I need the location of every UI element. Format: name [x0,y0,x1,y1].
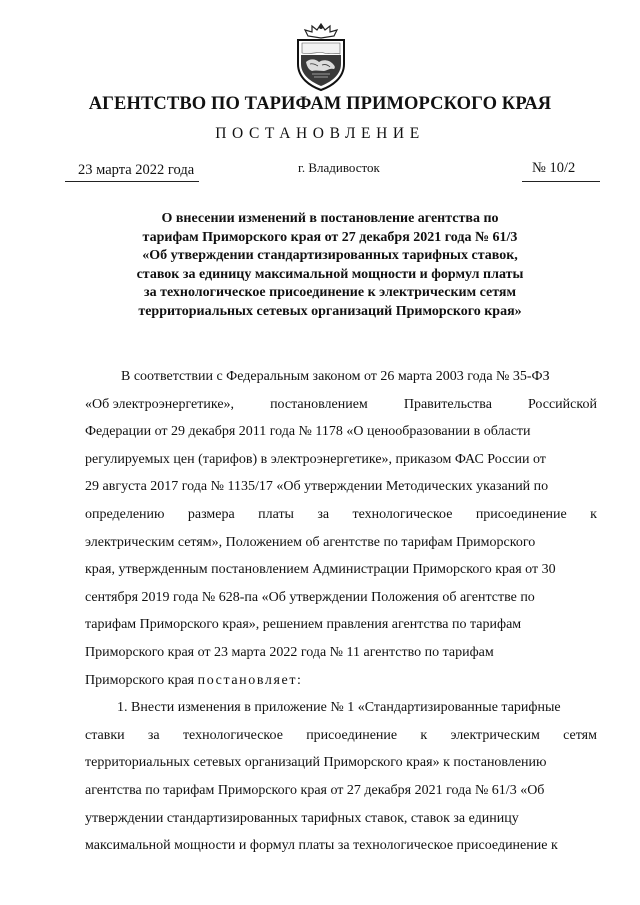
body-line: сентября 2019 года № 628-па «Об утверждении Положения об агентстве по [85,589,535,605]
body-line: регулируемых цен (тарифов) в электроэнергетике», приказом ФАС России от [85,451,546,467]
title-line: О внесении изменений в постановление агентства по [161,211,499,226]
body-line: тарифам Приморского края», решением правления агентства по тарифам [85,617,522,633]
body-line: определению размера платы за технологическое присоединение к [85,506,597,522]
document-body [85,363,597,860]
body-line: максимальной мощности и формул платы за технологическое присоединение к [85,838,558,854]
body-line: 29 августа 2017 года № 1135/17 «Об утверждении Методических указаний по [85,479,549,495]
title-line: тарифам Приморского края от 27 декабря 2021 года № 61/3 [142,229,518,245]
body-line: «Об электроэнергетике», постановлением Правительства Российской [85,396,597,412]
body-line: В соответствии с Федеральным законом от 26 марта 2003 года № 35-ФЗ [121,369,550,384]
title-line: «Об утверждении стандартизированных тарифных ставок, [142,248,518,264]
date-underline [65,181,199,182]
body-line: Приморского края постановляет: [85,667,597,695]
document-number: № 10/2 [532,160,576,176]
body-line: агентства по тарифам Приморского края от 27 декабря 2021 года № 61/3 «Об [85,782,545,798]
title-line: территориальных сетевых организаций Приморского края» [138,303,522,319]
body-line: ставки за технологическое присоединение к электрическим сетям [85,727,597,743]
body-line: Приморского края от 23 марта 2022 года № 11 агентство по тарифам [85,644,494,660]
body-line: электрическим сетям», Положением об агентстве по тарифам Приморского [85,534,536,550]
agency-name: АГЕНТСТВО ПО ТАРИФАМ ПРИМОРСКОГО КРАЯ [88,94,552,114]
document-city: г. Владивосток [298,160,380,175]
body-line: края, утвержденным постановлением Администрации Приморского края от 30 [85,562,556,578]
document-date: 23 марта 2022 года [78,162,195,178]
body-line: территориальных сетевых организаций Приморского края» к постановлению [85,755,547,771]
number-underline [522,181,600,182]
document-type: ПОСТАНОВЛЕНИЕ [215,125,425,142]
body-line: 1. Внести изменения в приложение № 1 «Стандартизированные тарифные [117,700,561,716]
title-line: ставок за единицу максимальной мощности и формул платы [136,266,524,282]
body-line: утверждении стандартизированных тарифных ставок, ставок за единицу [85,810,519,826]
title-line: за технологическое присоединение к электрическим сетям [143,285,517,301]
body-line: Федерации от 29 декабря 2011 года № 1178 «О ценообразовании в области [85,424,531,440]
document-title [95,210,565,322]
coat-of-arms-icon [290,22,352,92]
resolution-word: постановляет: [197,672,303,688]
